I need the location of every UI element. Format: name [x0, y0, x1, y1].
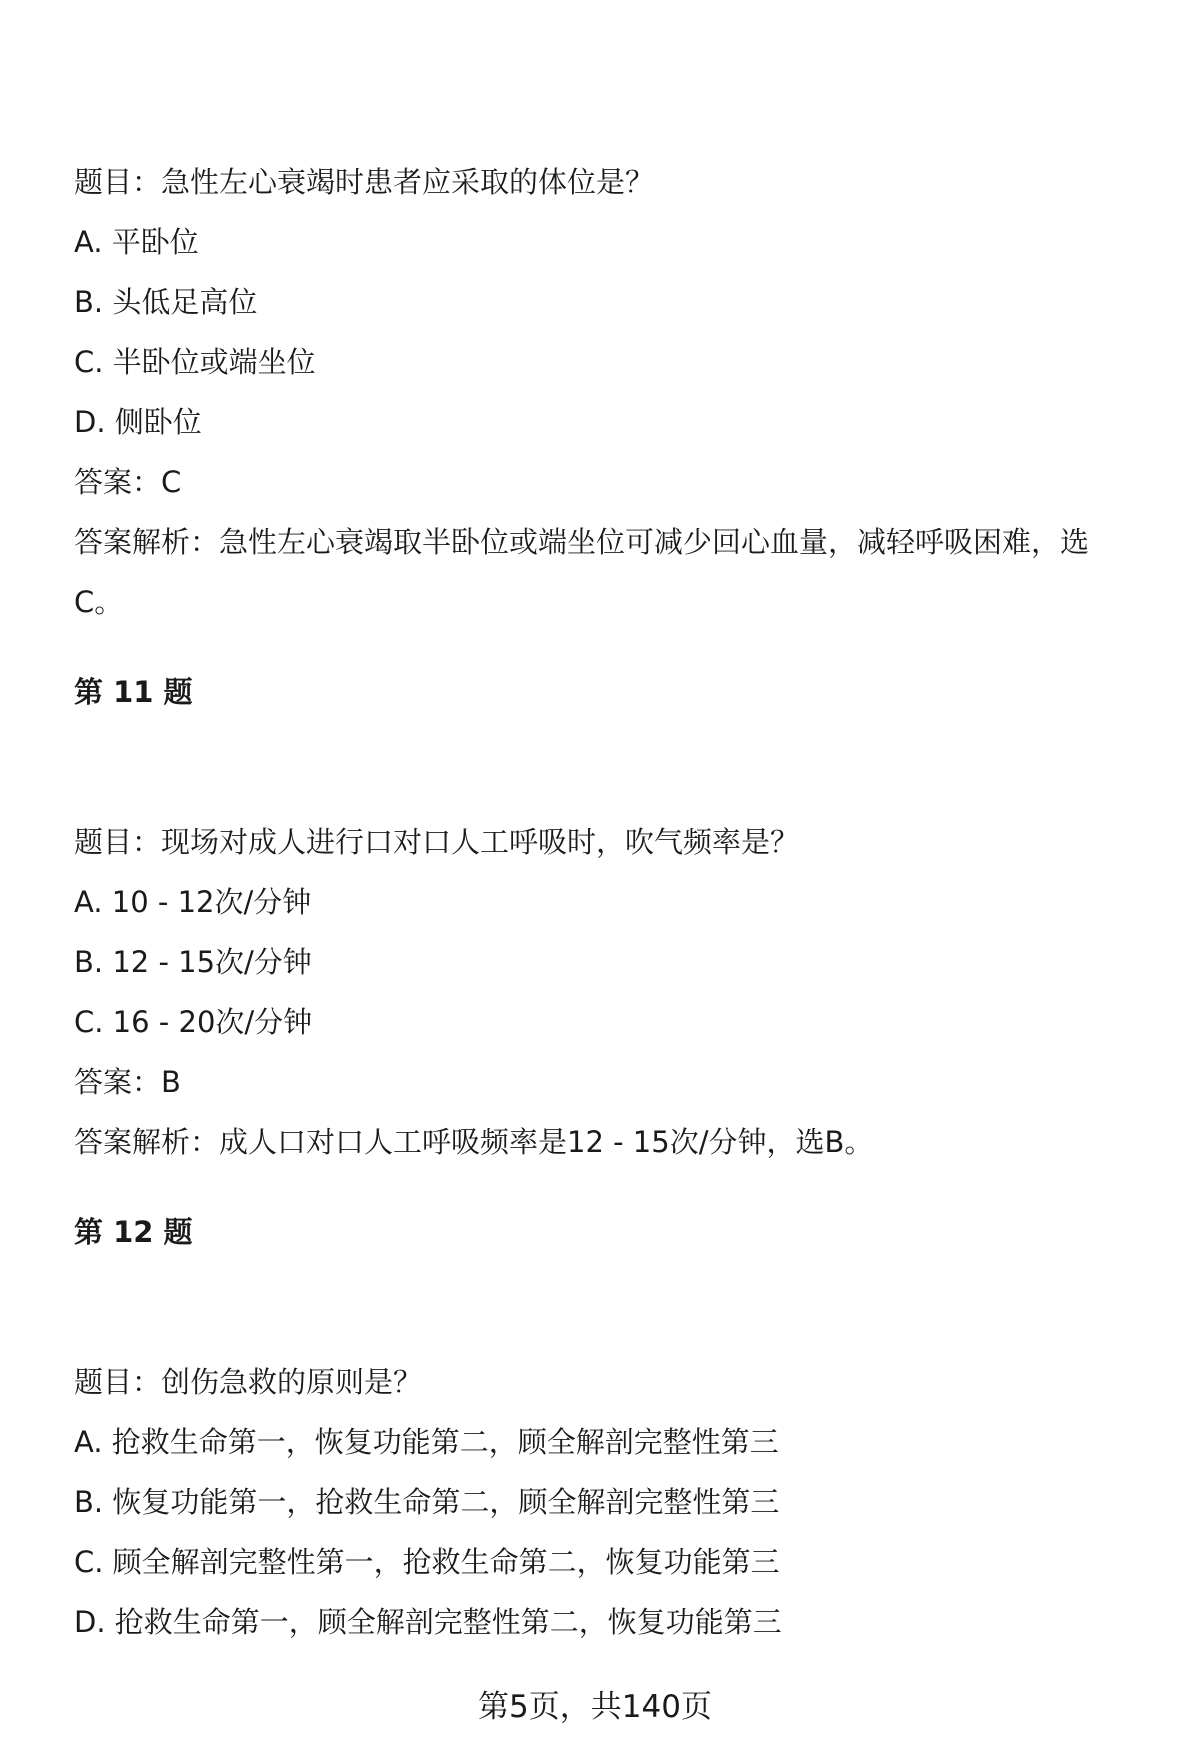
question-11-option-a: A. 10 - 12次/分钟	[74, 885, 312, 919]
question-10-text: 题目：急性左心衰竭时患者应采取的体位是？	[74, 165, 655, 199]
question-11-heading: 第 11 题	[74, 675, 193, 709]
question-11-answer: 答案：B	[74, 1065, 181, 1099]
question-10-option-a: A. 平卧位	[74, 225, 199, 259]
page-number-footer: 第5页，共140页	[478, 1689, 712, 1725]
question-12-option-b: B. 恢复功能第一，抢救生命第二，顾全解剖完整性第三	[74, 1485, 780, 1519]
question-10-analysis: 答案解析：急性左心衰竭取半卧位或端坐位可减少回心血量，减轻呼吸困难，选	[74, 525, 1090, 559]
question-12-heading: 第 12 题	[74, 1215, 193, 1249]
question-12-option-c: C. 顾全解剖完整性第一，抢救生命第二，恢复功能第三	[74, 1545, 780, 1579]
question-10-option-d: D. 侧卧位	[74, 405, 202, 439]
question-11-text: 题目：现场对成人进行口对口人工呼吸时，吹气频率是？	[74, 825, 800, 859]
question-10-option-b: B. 头低足高位	[74, 285, 258, 319]
question-10-answer: 答案：C	[74, 465, 182, 499]
question-12-option-a: A. 抢救生命第一，恢复功能第二，顾全解剖完整性第三	[74, 1425, 779, 1459]
question-12-option-d: D. 抢救生命第一，顾全解剖完整性第二，恢复功能第三	[74, 1605, 782, 1639]
question-10-option-c: C. 半卧位或端坐位	[74, 345, 316, 379]
question-12-text: 题目：创伤急救的原则是？	[74, 1365, 423, 1399]
question-10-analysis-continued: C。	[74, 585, 124, 619]
question-11-analysis: 答案解析：成人口对口人工呼吸频率是12 - 15次/分钟，选B。	[74, 1125, 874, 1159]
question-11-option-b: B. 12 - 15次/分钟	[74, 945, 312, 979]
question-11-option-c: C. 16 - 20次/分钟	[74, 1005, 313, 1039]
